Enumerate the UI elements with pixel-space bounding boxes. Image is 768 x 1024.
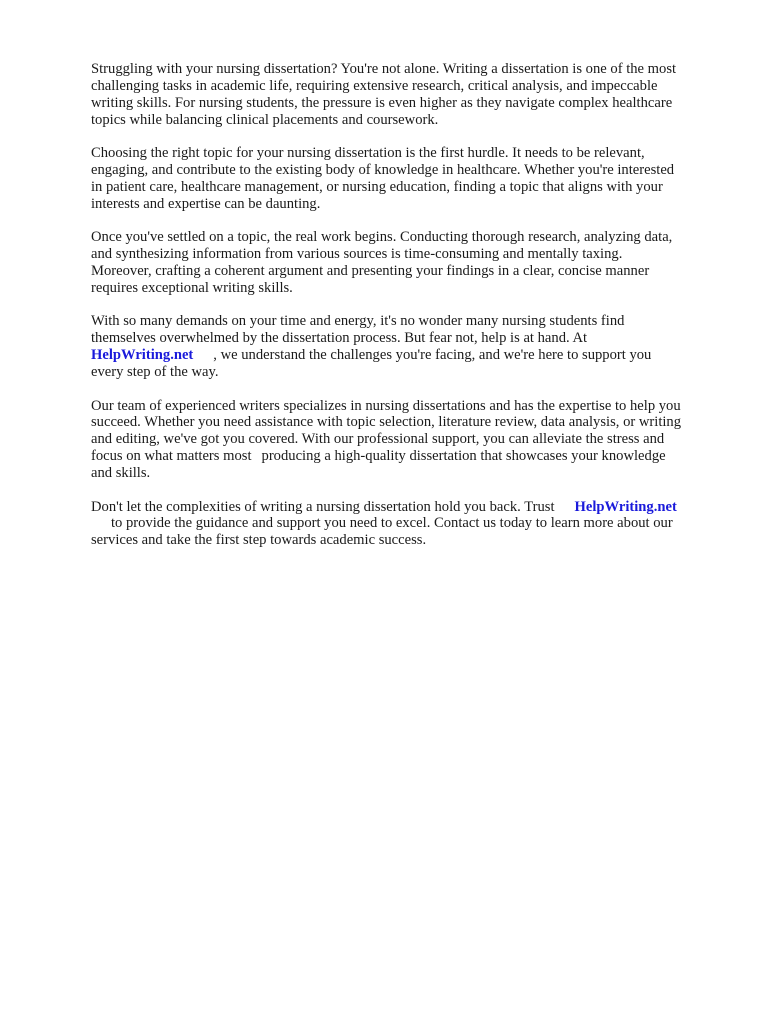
- helpwriting-link-trust[interactable]: HelpWriting.net: [574, 498, 677, 515]
- paragraph-help-text-before: With so many demands on your time and energy, it's no wonder many nursing students find themselves overwhelmed by the dissertation process. But fear not, help is at hand. At: [91, 313, 625, 347]
- paragraph-help-text-after: , we understand the challenges you're facing, and we're here to support you every step of the way.: [91, 347, 652, 381]
- helpwriting-link[interactable]: HelpWriting.net: [91, 347, 194, 364]
- document-body: [91, 61, 721, 566]
- paragraph-trust: [91, 499, 721, 550]
- paragraph-trust-text-after: to provide the guidance and support you need to excel. Contact us today to learn more about our services and take the first step towards academic success.: [91, 515, 673, 549]
- paragraph-topic: Choosing the right topic for your nursing dissertation is the first hurdle. It needs to be relevant, engaging, and contribute to the existing body of knowledge in healthcare. Whether you're interested in patient care, healthcare management, or nursing education, finding a topic that aligns with your interests and expertise can be daunting.: [91, 145, 675, 212]
- paragraph-trust-text-before: Don't let the complexities of writing a nursing dissertation hold you back. Trust: [91, 498, 555, 515]
- paragraph-research: Once you've settled on a topic, the real work begins. Conducting thorough research, analyzing data, and synthesizing information from various sources is time-consuming and mentally taxing. Moreover, crafting a coherent argument and presenting your findings in a clear, concise manner requires exceptional writing skills.: [91, 229, 673, 296]
- paragraph-team-text-b: producing a high-quality dissertation that showcases your knowledge and skills.: [91, 448, 666, 482]
- paragraph-team: [91, 398, 721, 483]
- paragraph-team-text-a: Our team of experienced writers specializes in nursing dissertations and has the expertise to help you succeed. Whether you need assistance with topic selection, literature review, data analysis, or writing and editing, we've got you covered. With our professional support, you can alleviate the stress and focus on what matters most: [91, 397, 682, 465]
- paragraph-intro: Struggling with your nursing dissertation? You're not alone. Writing a dissertation is one of the most challenging tasks in academic life, requiring extensive research, critical analysis, and impeccable writing skills. For nursing students, the pressure is even higher as they navigate complex healthcare topics while balancing clinical placements and coursework.: [91, 61, 677, 128]
- paragraph-help: [91, 313, 721, 381]
